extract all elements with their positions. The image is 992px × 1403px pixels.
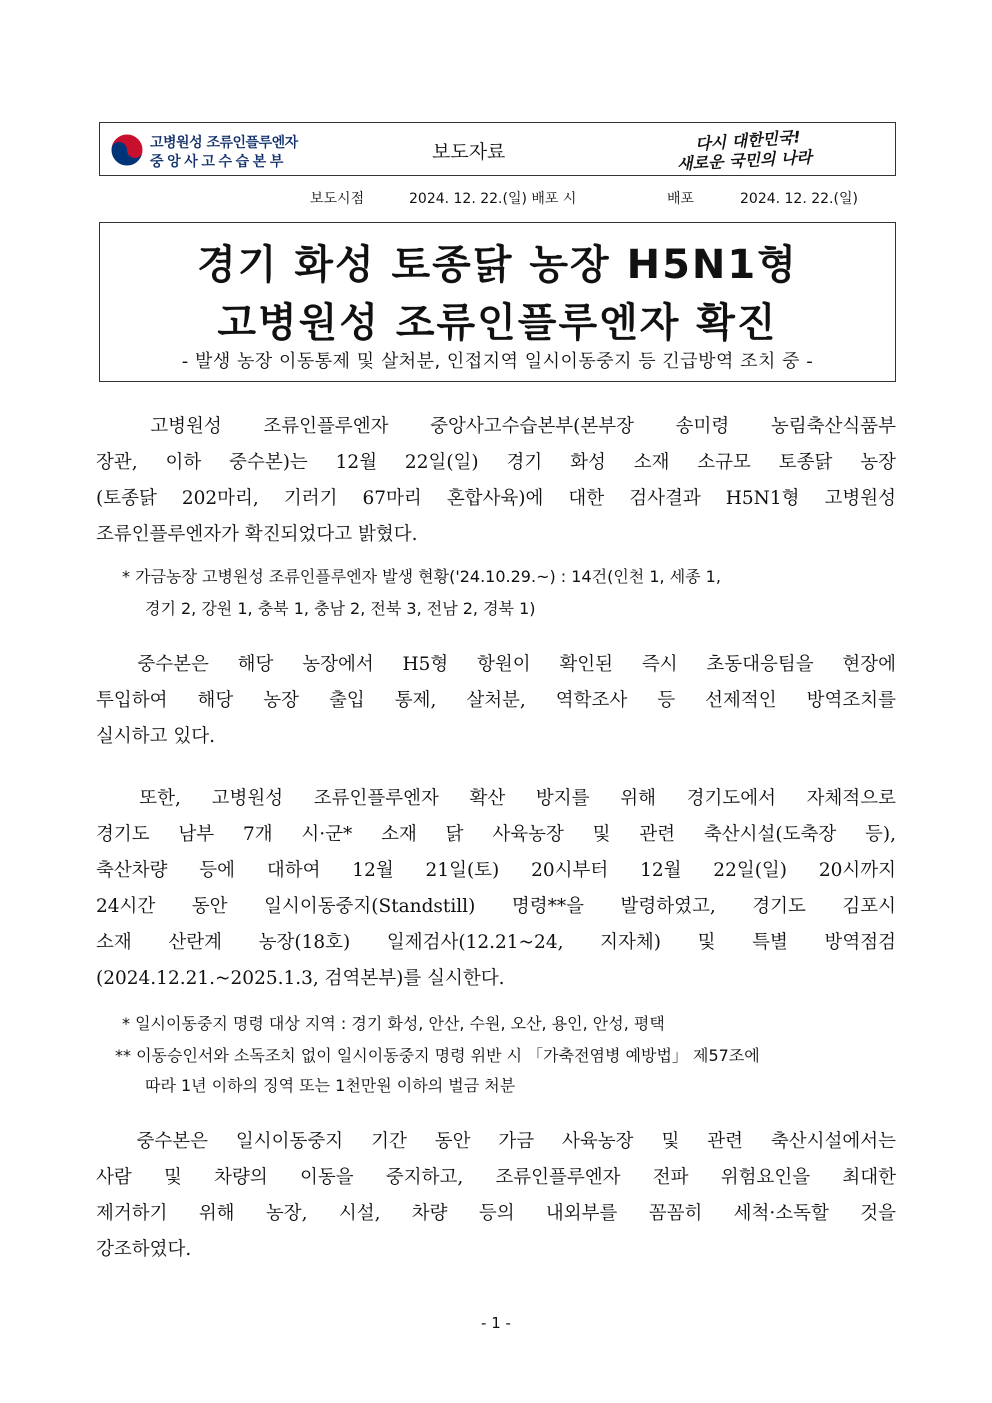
government-slogan: [675, 128, 850, 172]
footnote-3-line1: ** 이동승인서와 소독조치 없이 일시이동중지 명령 위반 시 「가축전염병 예방법」 제57조에: [115, 1046, 760, 1065]
paragraph-3: [96, 781, 896, 997]
paragraph-line: 사람 및 차량의 이동을 중지하고, 조류인플루엔자 전파 위험요인을 최대한: [96, 1167, 896, 1188]
distribute-value: 2024. 12. 22.(일): [740, 191, 858, 207]
distribute-label: 배포: [667, 191, 695, 207]
paragraph-2: [96, 647, 896, 755]
footnote-3-line2: 따라 1년 이하의 징역 또는 1천만원 이하의 벌금 처분: [145, 1076, 516, 1095]
slogan-line2: 새로운 국민의 나라: [676, 147, 813, 174]
paragraph-line: 실시하고 있다.: [96, 726, 215, 747]
paragraph-line: 조류인플루엔자가 확진되었다고 밝혔다.: [96, 524, 418, 545]
header-box: [99, 122, 896, 176]
footnote-2: * 일시이동중지 명령 대상 지역 : 경기 화성, 안산, 수원, 오산, 용인, 안성, 평택: [122, 1014, 665, 1033]
title-box: [99, 222, 896, 382]
slogan-line1: 다시 대한민국!: [694, 127, 802, 154]
paragraph-line: 중수본은 일시이동중지 기간 동안 가금 사육농장 및 관련 축산시설에서는: [96, 1131, 896, 1152]
paragraph-line: 투입하여 해당 농장 출입 통제, 살처분, 역학조사 등 선제적인 방역조치를: [96, 690, 896, 711]
paragraph-line: (2024.12.21.~2025.1.3, 검역본부)를 실시한다.: [96, 968, 505, 989]
paragraph-line: (토종닭 202마리, 기러기 67마리 혼합사육)에 대한 검사결과 H5N1형 고병원성: [96, 488, 896, 509]
paragraph-line: 축산차량 등에 대하여 12월 21일(토) 20시부터 12월 22일(일) 20시까지: [96, 860, 896, 881]
paragraph-line: 경기도 남부 7개 시·군* 소재 닭 사육농장 및 관련 축산시설(도축장 등),: [96, 824, 896, 845]
paragraph-line: 제거하기 위해 농장, 시설, 차량 등의 내외부를 꼼꼼히 세척·소독할 것을: [96, 1203, 896, 1224]
page-number: - 1 -: [481, 1314, 511, 1332]
paragraph-4: [96, 1124, 896, 1268]
paragraph-line: 24시간 동안 일시이동중지(Standstill) 명령**을 발령하였고, 경기도 김포시: [96, 896, 896, 917]
headline-line2: 고병원성 조류인플루엔자 확진: [217, 300, 778, 346]
paragraph-line: 중수본은 해당 농장에서 H5형 항원이 확인된 즉시 초동대응팀을 현장에: [96, 654, 896, 675]
government-logo: [110, 131, 340, 169]
paragraph-line: 또한, 고병원성 조류인플루엔자 확산 방지를 위해 경기도에서 자체적으로: [96, 788, 896, 809]
paragraph-line: 고병원성 조류인플루엔자 중앙사고수습본부(본부장 송미령 농림축산식품부: [96, 416, 896, 437]
paragraph-line: 장관, 이하 중수본)는 12월 22일(일) 경기 화성 소재 소규모 토종닭 농장: [96, 452, 896, 473]
embargo-value: 2024. 12. 22.(일) 배포 시: [409, 191, 577, 207]
paragraph-1: [96, 409, 896, 553]
org-name-line2: 중앙사고수습본부: [150, 154, 287, 170]
document-type: 보도자료: [432, 141, 506, 163]
footnote-1-line1: * 가금농장 고병원성 조류인플루엔자 발생 현황('24.10.29.~) : 14건(인천 1, 세종 1,: [122, 567, 721, 586]
headline-line1: 경기 화성 토종닭 농장 H5N1형: [197, 242, 798, 288]
taegeuk-emblem-icon: [110, 133, 144, 167]
paragraph-line: 소재 산란계 농장(18호) 일제검사(12.21~24, 지자체) 및 특별 방역점검: [96, 932, 896, 953]
footnote-1-line2: 경기 2, 강원 1, 충북 1, 충남 2, 전북 3, 전남 2, 경북 1): [145, 599, 536, 618]
subtitle: - 발생 농장 이동통제 및 살처분, 인접지역 일시이동중지 등 긴급방역 조치 중 -: [181, 351, 814, 372]
embargo-label: 보도시점: [310, 191, 365, 207]
org-name-line1: 고병원성 조류인플루엔자: [150, 135, 298, 151]
paragraph-line: 강조하였다.: [96, 1239, 192, 1260]
